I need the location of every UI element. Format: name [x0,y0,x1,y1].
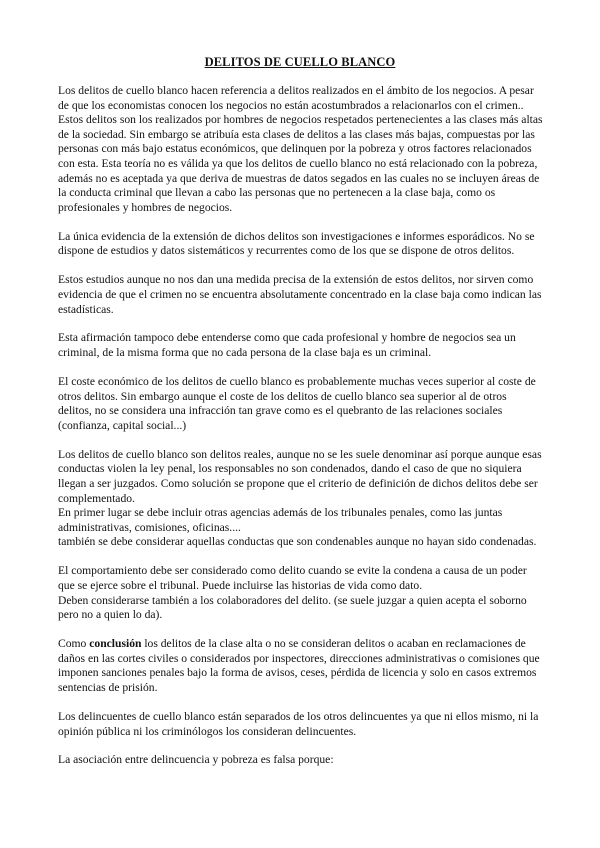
conclusion-keyword: conclusión [89,637,142,651]
paragraph-association: La asociación entre delincuencia y pobreza es falsa porque: [58,753,334,767]
paragraph-separated: Los delincuentes de cuello blanco están separados de los otros delincuentes ya que ni ellos mismo, ni la opinión pública ni los criminólogos los consideran delincuentes. [58,709,539,738]
paragraph-evidence: La única evidencia de la extensión de dichos delitos son investigaciones e informes esporádicos. No se dispone de estudios y datos sistemáticos y recurrentes como de los que se dispone de otros delitos. [58,229,535,258]
document-title: DELITOS DE CUELLO BLANCO [204,55,396,69]
conclusion-lead: Como [58,637,90,651]
paragraph-other-agencies: En primer lugar se debe incluir otras agencias además de los tribunales penales, como las juntas administrativas, comisiones, oficinas.... [58,506,503,534]
paragraph-studies: Estos estudios aunque no nos dan una medida precisa de la extensión de estos delitos, nor sirven como evidencia de que el crimen no se encuentra absolutamente concentrado en la clase baja como indican las estadísticas. [58,273,542,316]
paragraph-conclusion [58,637,543,695]
paragraph-economic-cost: El coste económico de los delitos de cuello blanco es probablemente muchas veces superior al coste de otros delitos. Sin embargo aunque el coste de los delitos de cuello blanco sea superior al de otros delitos, no se considera una infracción tan grave como es el quebranto de las relaciones sociales (confianza, capital social...) [58,375,536,432]
paragraph-real-crimes: Los delitos de cuello blanco son delitos reales, aunque no se les suele denominar así porque aunque esas conductas violen la ley penal, los responsables no son condenados, dando el caso de que no siquiera llegan a ser juzgados. Como solución se propone que el criterio de definición de dichos delitos debe ser complementado. [58,447,542,505]
paragraph-affirmation: Esta afirmación tampoco debe entenderse como que cada profesional y hombre de negocios sea un criminal, de la misma forma que no cada persona de la clase baja es un criminal. [58,331,516,360]
document-body [58,84,543,782]
paragraph-intro: Los delitos de cuello blanco hacen referencia a delitos realizados en el ámbito de los negocios. A pesar de que los economistas conocen los negocios no están acostumbrados a relacionarlos con el crimen.. Estos delitos son los realizados por hombres de negocios respetados pertenecientes a las clases más altas de la sociedad. Sin embargo se atribuía esta clases de delitos a las clases más bajas, compuestas por las personas con más bajo estatus económicos, que delinquen por la pobreza y otros factores relacionados con esta. Esta teoría no es válida ya que los delitos de cuello blanco no está relacionado con la pobreza, además no es aceptada ya que deriva de muestras de datos segados en las cuales no se incluyen áreas de la conducta criminal que llevan a cabo las personas que no pertenecen a la clase baja, como os profesionales y hombres de negocios. [58,84,543,214]
paragraph-collaborators: Deben considerarse también a los colaboradores del delito. (se suele juzgar a quien acepta el soborno pero no a quien lo da). [58,593,527,622]
conclusion-text: los delitos de la clase alta o no se consideran delitos o acaban en reclamaciones de daños en las cortes civiles o considerados por inspectores, direcciones administrativas o comisiones que imponen sanciones penales bajo la forma de avisos, ceses, pérdida de licencia y solo en casos extremos sentencias de prisión. [58,637,540,694]
paragraph-behavior: El comportamiento debe ser considerado como delito cuando se evite la condena a causa de un poder que se ejerce sobre el tribunal. Puede incluirse las historias de vida como dato. [58,564,527,592]
paragraph-condemnable: también se debe considerar aquellas conductas que son condenables aunque no hayan sido condenadas. [58,535,537,549]
